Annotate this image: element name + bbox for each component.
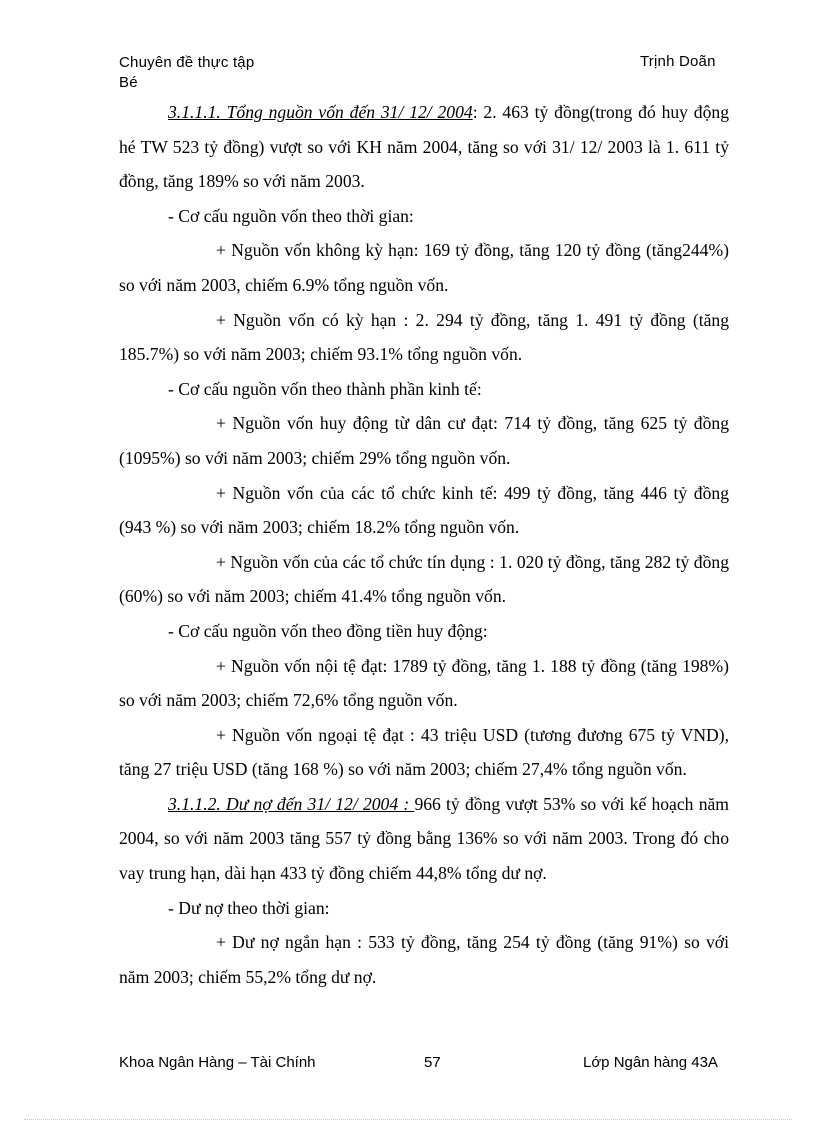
paragraph-local-currency: + Nguồn vốn nội tệ đạt: 1789 tỷ đồng, tăng 1. 188 tỷ đồng (tăng 198%) so với năm 2003; chiếm 72,6% tổng nguồn vốn. bbox=[119, 655, 729, 711]
page-number: 57 bbox=[424, 1054, 441, 1071]
header-right: Trịnh Doãn bbox=[640, 53, 716, 70]
header-left: Chuyên đề thực tập Bé bbox=[119, 54, 255, 91]
page-bottom-divider bbox=[24, 1119, 792, 1120]
paragraph-outstanding-loans bbox=[119, 787, 729, 891]
paragraph-structure-by-time: - Cơ cấu nguồn vốn theo thời gian: bbox=[168, 205, 414, 226]
footer-right: Lớp Ngân hàng 43A bbox=[583, 1054, 718, 1071]
paragraph-text: 966 tỷ đồng vượt 53% so với kế hoạch năm 2004, so với năm 2003 tăng 557 tỷ đồng bằng 136% so với năm 2003. Trong đó cho vay trung hạn, dài hạn 433 tỷ đồng chiếm 44,8% tổng dư nợ. bbox=[119, 793, 729, 884]
paragraph-short-term-loans: + Dư nợ ngắn hạn : 533 tỷ đồng, tăng 254 tỷ đồng (tăng 91%) so với năm 2003; chiếm 55,2% tổng dư nợ. bbox=[119, 932, 729, 987]
section-heading-3-1-1-1: 3.1.1.1. Tổng nguồn vốn đến 31/ 12/ 2004 bbox=[168, 102, 473, 122]
paragraph-structure-by-currency: - Cơ cấu nguồn vốn theo đồng tiền huy động: bbox=[168, 620, 488, 641]
document-body bbox=[119, 95, 729, 994]
paragraph-loans-by-time: - Dư nợ theo thời gian: bbox=[168, 897, 330, 918]
paragraph-foreign-currency: + Nguồn vốn ngoại tệ đạt : 43 triệu USD (tương đương 675 tỷ VND), tăng 27 triệu USD (tăng 168 %) so với năm 2003; chiếm 27,4% tổng nguồn vốn. bbox=[119, 724, 729, 780]
paragraph-demand-deposits: + Nguồn vốn không kỳ hạn: 169 tỷ đồng, tăng 120 tỷ đồng (tăng244%) so với năm 2003, chiếm 6.9% tổng nguồn vốn. bbox=[119, 240, 729, 295]
paragraph-structure-by-sector: - Cơ cấu nguồn vốn theo thành phần kinh tế: bbox=[168, 378, 482, 399]
section-heading-3-1-1-2: 3.1.1.2. Dư nợ đến 31/ 12/ 2004 : bbox=[168, 793, 415, 814]
paragraph-credit-org-deposits: + Nguồn vốn của các tổ chức tín dụng : 1. 020 tỷ đồng, tăng 282 tỷ đồng (60%) so với năm 2003; chiếm 41.4% tổng nguồn vốn. bbox=[119, 551, 729, 607]
paragraph-residential-deposits: + Nguồn vốn huy động từ dân cư đạt: 714 tỷ đồng, tăng 625 tỷ đồng (1095%) so với năm 2003; chiếm 29% tổng nguồn vốn. bbox=[119, 413, 729, 468]
footer-left: Khoa Ngân Hàng – Tài Chính bbox=[119, 1054, 316, 1071]
paragraph-economic-org-deposits: + Nguồn vốn của các tổ chức kinh tế: 499 tỷ đồng, tăng 446 tỷ đồng (943 %) so với năm 2003; chiếm 18.2% tổng nguồn vốn. bbox=[119, 482, 729, 538]
paragraph-text: : 2. 463 tỷ đồng(trong đó huy động hé TW 523 tỷ đồng) vượt so với KH năm 2004, tăng so với 31/ 12/ 2003 là 1. 611 tỷ đồng, tăng 189% so với năm 2003. bbox=[119, 102, 729, 192]
paragraph-term-deposits: + Nguồn vốn có kỳ hạn : 2. 294 tỷ đồng, tăng 1. 491 tỷ đồng (tăng 185.7%) so với năm 2003; chiếm 93.1% tổng nguồn vốn. bbox=[119, 309, 729, 365]
paragraph-total-capital bbox=[119, 95, 729, 199]
